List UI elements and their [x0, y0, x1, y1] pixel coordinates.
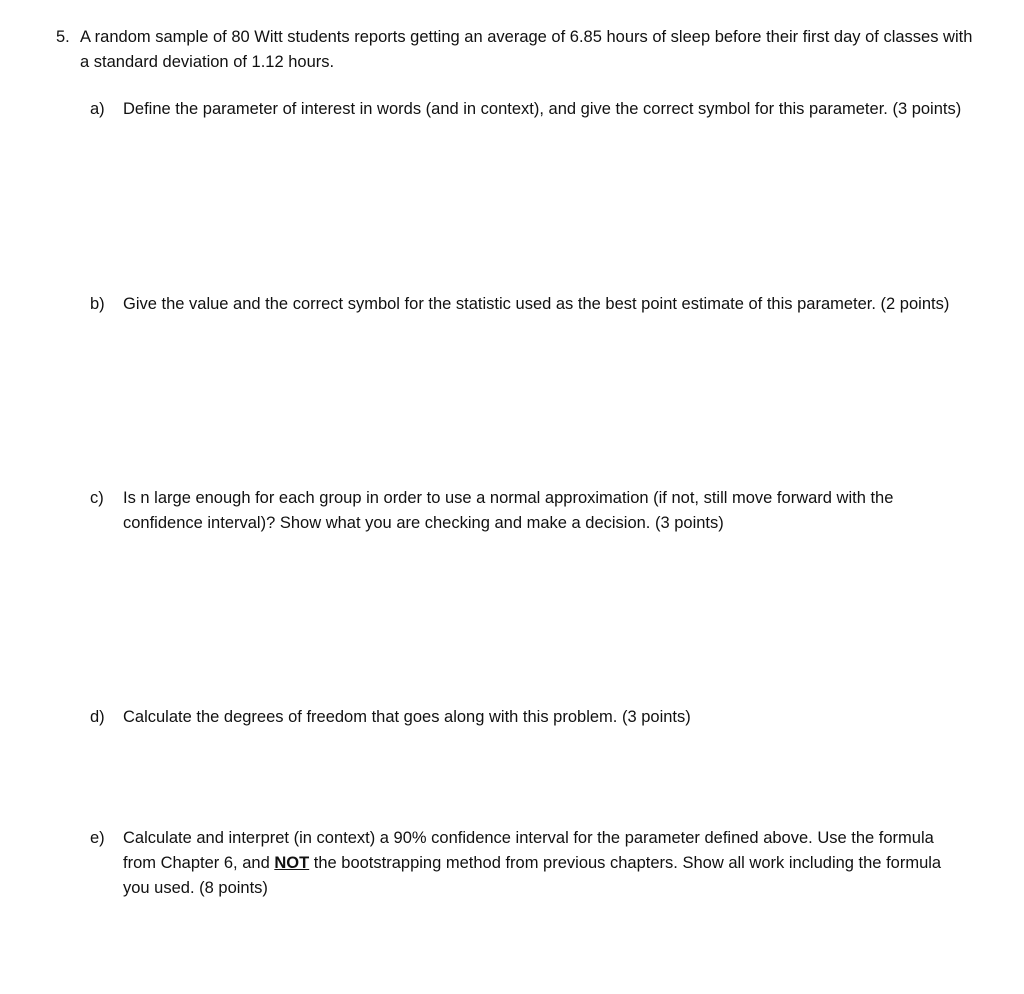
part-d-letter: d) — [90, 708, 105, 726]
part-b-text: Give the value and the correct symbol for the statistic used as the best point estimate of this parameter. (2 points) — [123, 295, 950, 313]
part-c — [90, 486, 970, 536]
part-e-emphasis: NOT — [274, 854, 310, 872]
part-e — [90, 826, 970, 901]
part-c-letter: c) — [90, 489, 104, 507]
part-b-letter: b) — [90, 295, 105, 313]
part-e-text — [123, 826, 970, 901]
part-d — [90, 705, 970, 730]
question-number: 5. — [56, 28, 70, 46]
part-d-text: Calculate the degrees of freedom that goes along with this problem. (3 points) — [123, 708, 691, 726]
part-e-text-before: Calculate and interpret (in context) a 90% confidence interval for the parameter defined above. Use the formula from Chapter 6, and — [123, 829, 934, 872]
part-a — [90, 97, 970, 122]
part-e-text-after: the bootstrapping method from previous chapters. Show all work including the formula you used. (8 points) — [123, 854, 942, 897]
part-b — [90, 292, 970, 317]
part-c-text: Is n large enough for each group in order to use a normal approximation (if not, still move forward with the confidence interval)? Show what you are checking and make a decision. (3 points) — [123, 489, 894, 532]
question-header — [56, 25, 976, 75]
part-e-letter: e) — [90, 829, 105, 847]
question-text: A random sample of 80 Witt students reports getting an average of 6.85 hours of sleep before their first day of classes with a standard deviation of 1.12 hours. — [80, 28, 973, 71]
part-a-text: Define the parameter of interest in words (and in context), and give the correct symbol for this parameter. (3 points) — [123, 100, 962, 118]
question-5 — [56, 25, 976, 75]
part-a-letter: a) — [90, 100, 105, 118]
